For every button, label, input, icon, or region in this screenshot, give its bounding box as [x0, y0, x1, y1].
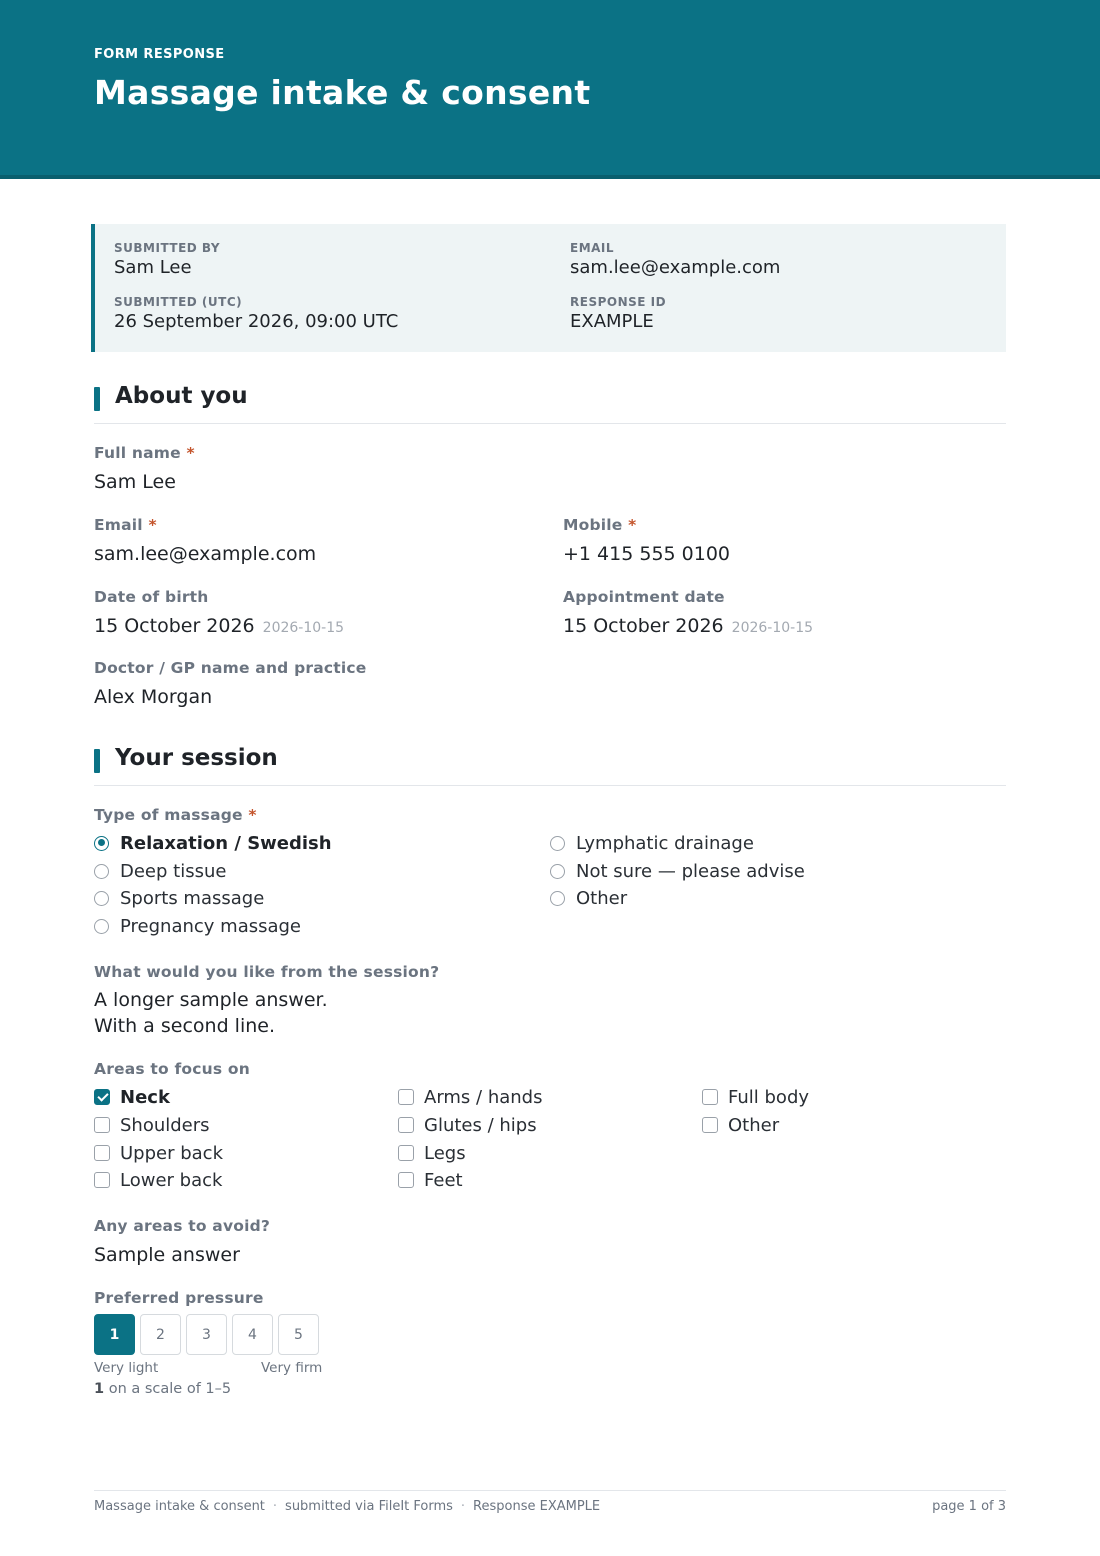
option-label: Other [728, 1114, 780, 1136]
field-label [94, 516, 316, 534]
required-marker: * [148, 516, 157, 534]
option-label: Legs [424, 1142, 466, 1164]
header-eyebrow: FORM RESPONSE [94, 47, 225, 62]
section-accent-bar [94, 749, 100, 773]
scale-summary [94, 1381, 231, 1397]
checkbox-option-arms-hands [398, 1085, 542, 1109]
checkbox-option-lower-back [94, 1168, 222, 1192]
checkbox-icon [94, 1117, 110, 1133]
field-value: sam.lee@example.com [94, 543, 317, 565]
radio-icon [94, 891, 109, 906]
checkbox-icon [398, 1145, 414, 1161]
field-label: Any areas to avoid? [94, 1217, 271, 1235]
field-date-of-birth [94, 588, 344, 641]
section-about-you [94, 383, 1006, 424]
field-focus-areas-label [94, 1060, 250, 1078]
scale-value-3: 3 [186, 1314, 227, 1355]
scale-max-label: Very firm [261, 1360, 323, 1376]
option-label: Neck [120, 1086, 170, 1108]
field-session-goals [94, 963, 439, 1039]
meta-label: SUBMITTED (UTC) [114, 295, 243, 309]
field-value [563, 613, 813, 641]
footer-response: Response EXAMPLE [473, 1499, 601, 1514]
field-doctor [94, 659, 367, 710]
checkbox-checked-icon [94, 1089, 110, 1105]
field-label: Preferred pressure [94, 1289, 264, 1307]
field-label: Doctor / GP name and practice [94, 659, 367, 677]
checkbox-option-upper-back [94, 1141, 223, 1165]
checkbox-option-legs [398, 1141, 466, 1165]
radio-selected-icon [94, 836, 109, 851]
field-preferred-pressure-label [94, 1289, 264, 1307]
iso-date: 2026-10-15 [262, 620, 345, 636]
meta-value: EXAMPLE [570, 311, 654, 332]
field-appointment-date [563, 588, 813, 641]
required-marker: * [186, 444, 195, 462]
radio-option-deep-tissue [94, 859, 226, 883]
checkbox-icon [702, 1117, 718, 1133]
footer-form-name: Massage intake & consent [94, 1499, 265, 1514]
option-label: Feet [424, 1169, 463, 1191]
required-marker: * [248, 806, 257, 824]
field-label [94, 806, 257, 824]
checkbox-icon [398, 1089, 414, 1105]
section-title: About you [115, 383, 248, 409]
checkbox-icon [398, 1117, 414, 1133]
scale-value-1: 1 [94, 1314, 135, 1355]
page-title: Massage intake & consent [94, 73, 591, 112]
meta-value: 26 September 2026, 09:00 UTC [114, 311, 399, 332]
option-label: Not sure — please advise [576, 860, 805, 882]
checkbox-option-neck [94, 1085, 170, 1109]
answer-line: A longer sample answer. [94, 989, 328, 1011]
field-label: Appointment date [563, 588, 725, 606]
radio-option-other [550, 886, 627, 910]
field-label: Date of birth [94, 588, 209, 606]
field-value [94, 613, 344, 641]
field-mobile [563, 516, 730, 567]
option-label: Other [576, 887, 628, 909]
field-label [563, 516, 730, 534]
field-value: Alex Morgan [94, 686, 213, 708]
field-email [94, 516, 316, 567]
radio-option-lymphatic [550, 831, 754, 855]
option-label: Arms / hands [424, 1086, 543, 1108]
radio-option-sports [94, 886, 264, 910]
radio-option-pregnancy [94, 914, 301, 938]
meta-value: Sam Lee [114, 257, 192, 278]
option-label: Lymphatic drainage [576, 832, 754, 854]
checkbox-option-shoulders [94, 1113, 210, 1137]
checkbox-icon [94, 1145, 110, 1161]
option-label: Glutes / hips [424, 1114, 537, 1136]
scale-summary-text: on a scale of 1–5 [108, 1381, 232, 1397]
option-label: Lower back [120, 1169, 223, 1191]
scale-min-label: Very light [94, 1360, 159, 1376]
field-value: +1 415 555 0100 [563, 543, 731, 565]
radio-icon [94, 919, 109, 934]
option-label: Full body [728, 1086, 810, 1108]
footer-separator: · [460, 1499, 466, 1514]
checkbox-option-feet [398, 1168, 463, 1192]
form-header [0, 0, 1100, 179]
option-label: Shoulders [120, 1114, 210, 1136]
checkbox-option-glutes-hips [398, 1113, 537, 1137]
field-label-text: Type of massage [94, 806, 243, 824]
footer-via: submitted via FileIt Forms [285, 1499, 453, 1514]
section-accent-bar [94, 387, 100, 411]
meta-value: sam.lee@example.com [570, 257, 781, 278]
field-label: Areas to focus on [94, 1060, 251, 1078]
iso-date: 2026-10-15 [731, 620, 814, 636]
field-value: Sample answer [94, 1244, 240, 1266]
field-label-text: Email [94, 516, 143, 534]
field-label [94, 444, 195, 462]
checkbox-icon [702, 1089, 718, 1105]
meta-submitted-time [114, 295, 398, 332]
radio-icon [94, 864, 109, 879]
radio-icon [550, 836, 565, 851]
checkbox-icon [398, 1172, 414, 1188]
scale-value-5: 5 [278, 1314, 319, 1355]
option-label: Sports massage [120, 887, 265, 909]
field-value [94, 987, 439, 1039]
field-value: Sam Lee [94, 471, 176, 493]
scale-summary-value: 1 [94, 1381, 105, 1397]
meta-email [570, 241, 780, 278]
checkbox-option-other [702, 1113, 779, 1137]
field-label-text: Mobile [563, 516, 623, 534]
submission-meta-panel [91, 224, 1006, 352]
page-footer [94, 1490, 1006, 1514]
section-your-session [94, 745, 1006, 786]
meta-response-id [570, 295, 666, 332]
option-label: Pregnancy massage [120, 915, 302, 937]
checkbox-option-full-body [702, 1085, 809, 1109]
meta-submitted-by [114, 241, 220, 278]
date-value: 15 October 2026 [563, 615, 724, 637]
field-areas-to-avoid [94, 1217, 270, 1268]
pressure-scale [94, 1314, 319, 1355]
field-full-name [94, 444, 195, 495]
radio-icon [550, 891, 565, 906]
field-label: What would you like from the session? [94, 963, 440, 981]
radio-option-relaxation [94, 831, 332, 855]
footer-info [94, 1499, 600, 1514]
option-label: Deep tissue [120, 860, 227, 882]
option-label: Relaxation / Swedish [120, 832, 332, 854]
section-title: Your session [115, 745, 278, 771]
checkbox-icon [94, 1172, 110, 1188]
required-marker: * [628, 516, 637, 534]
field-massage-type-label [94, 806, 257, 824]
answer-line: With a second line. [94, 1015, 275, 1037]
scale-value-2: 2 [140, 1314, 181, 1355]
meta-label: RESPONSE ID [570, 295, 667, 309]
meta-label: EMAIL [570, 241, 615, 255]
footer-separator: · [272, 1499, 278, 1514]
scale-value-4: 4 [232, 1314, 273, 1355]
page-number: page 1 of 3 [932, 1499, 1006, 1514]
option-label: Upper back [120, 1142, 223, 1164]
radio-option-not-sure [550, 859, 805, 883]
date-value: 15 October 2026 [94, 615, 255, 637]
field-label-text: Full name [94, 444, 181, 462]
radio-icon [550, 864, 565, 879]
meta-label: SUBMITTED BY [114, 241, 221, 255]
